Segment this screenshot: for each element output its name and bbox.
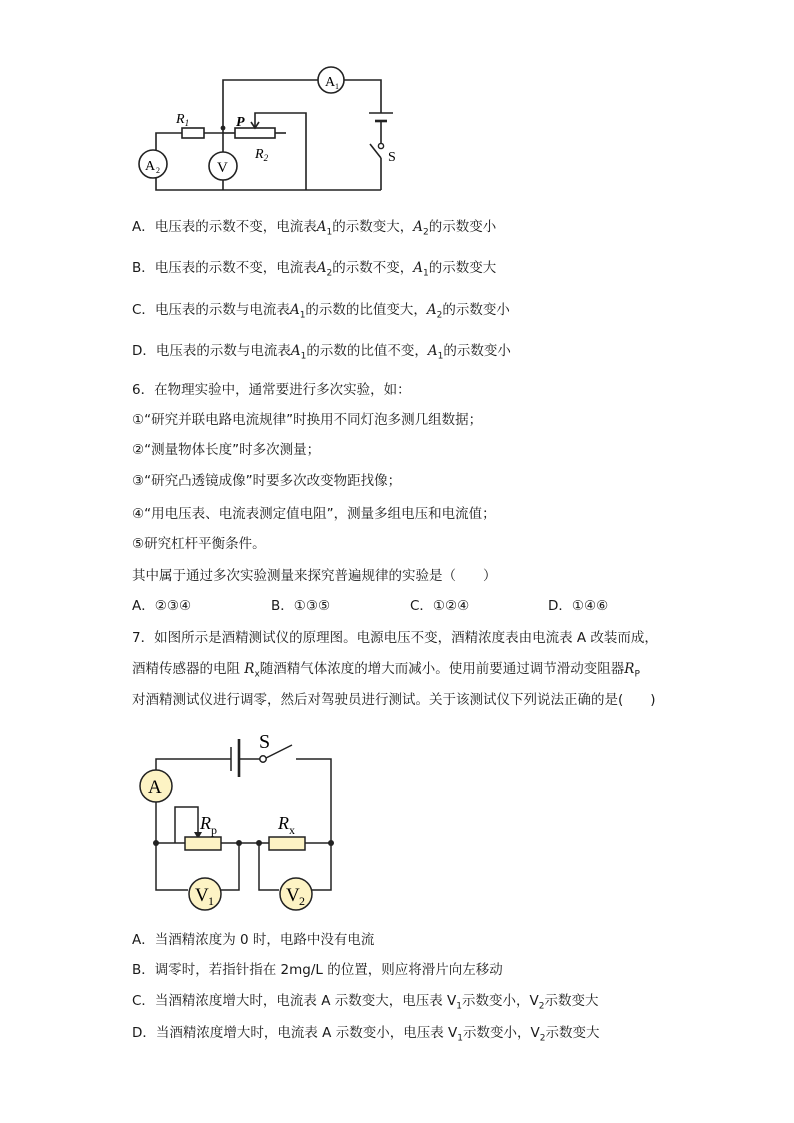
svg-text:2: 2 [156,166,160,175]
svg-text:1: 1 [208,894,214,908]
q7-option-c: C．当酒精浓度增大时，电流表 A 示数变大，电压表 $V_1$示数变小，$V_2$示数变大 [132,993,599,1012]
q5-option-b: B．电压表的示数不变，电流表$A_2$的示数不变，$A_1$的示数变大 [132,260,497,279]
resistor-rp [185,837,221,850]
svg-text:1: 1 [335,82,339,91]
svg-text:V: V [195,885,209,906]
q7-line-2: 酒精传感器的电阻 $R_x$随酒精气体浓度的增大而减小。使用前要通过调节滑动变阻器$R_P$ [132,661,640,680]
circuit-diagram-2 [0,725,794,925]
q6-item-2: ②“测量物体长度”时多次测量； [132,442,321,458]
voltmeter-V1 [189,878,221,910]
q5-option-c: C．电压表的示数与电流表$A_1$的示数的比值变大，$A_2$的示数变小 [132,302,510,321]
q5-option-a: A．电压表的示数不变，电流表$A_1$的示数变大，$A_2$的示数变小 [132,219,497,238]
svg-text:A: A [325,75,336,90]
q7-line-3: 对酒精测试仪进行调零，然后对驾驶员进行测试。关于该测试仪下列说法正确的是( ) [132,692,656,708]
voltmeter-V [209,152,237,180]
q7-option-b: B．调零时，若指针指在 2mg/L 的位置，则应将滑片向左移动 [132,962,503,978]
svg-text:V: V [217,160,228,176]
circuit-diagram-1 [0,0,794,200]
svg-text:A: A [148,777,162,798]
ammeter-A2 [139,150,167,178]
q6-item-3: ③“研究凸透镜成像”时要多次改变物距找像； [132,473,402,489]
q6-item-5: ⑤研究杠杆平衡条件。 [132,536,266,552]
q6-option-d: D．①④⑥ [548,598,609,614]
voltmeter-V2 [280,878,312,910]
svg-text:2: 2 [299,894,305,908]
q5-option-d: D．电压表的示数与电流表$A_1$的示数的比值不变，$A_1$的示数变小 [132,343,511,362]
svg-text:V: V [286,885,300,906]
q6-question: 其中属于通过多次实验测量来探究普遍规律的实验是（ ） [132,568,497,584]
q6-option-b: B．①③⑤ [271,598,331,614]
q6-option-a: A．②③④ [132,598,192,614]
P-label: P [236,115,245,130]
ammeter-A [140,770,172,802]
resistor-rx [269,837,305,850]
q6-item-4: ④“用电压表、电流表测定值电阻”，测量多组电压和电流值； [132,506,496,522]
q6-option-c: C．①②④ [410,598,470,614]
q7-option-a: A．当酒精浓度为 0 时，电路中没有电流 [132,932,375,948]
S-label: S [388,150,396,165]
q6-item-1: ①“研究并联电路电流规律”时换用不同灯泡多测几组数据； [132,412,483,428]
switch-S-label: S [259,731,271,753]
svg-text:A: A [145,159,156,174]
R1-label: $R_1$ [176,112,190,128]
R2-label: $R_2$ [255,147,269,163]
q7-line-1: 7．如图所示是酒精测试仪的原理图。电源电压不变，酒精浓度表由电流表 A 改装而成， [132,630,658,646]
q7-option-d: D．当酒精浓度增大时，电流表 A 示数变小，电压表 $V_1$示数变小，$V_2$示数变大 [132,1025,600,1044]
Rx-label: $R_x$ [278,813,295,837]
ammeter-A1 [318,67,344,93]
q6-stem: 6．在物理实验中，通常要进行多次实验，如： [132,382,411,398]
Rp-label: $R_p$ [200,813,217,837]
